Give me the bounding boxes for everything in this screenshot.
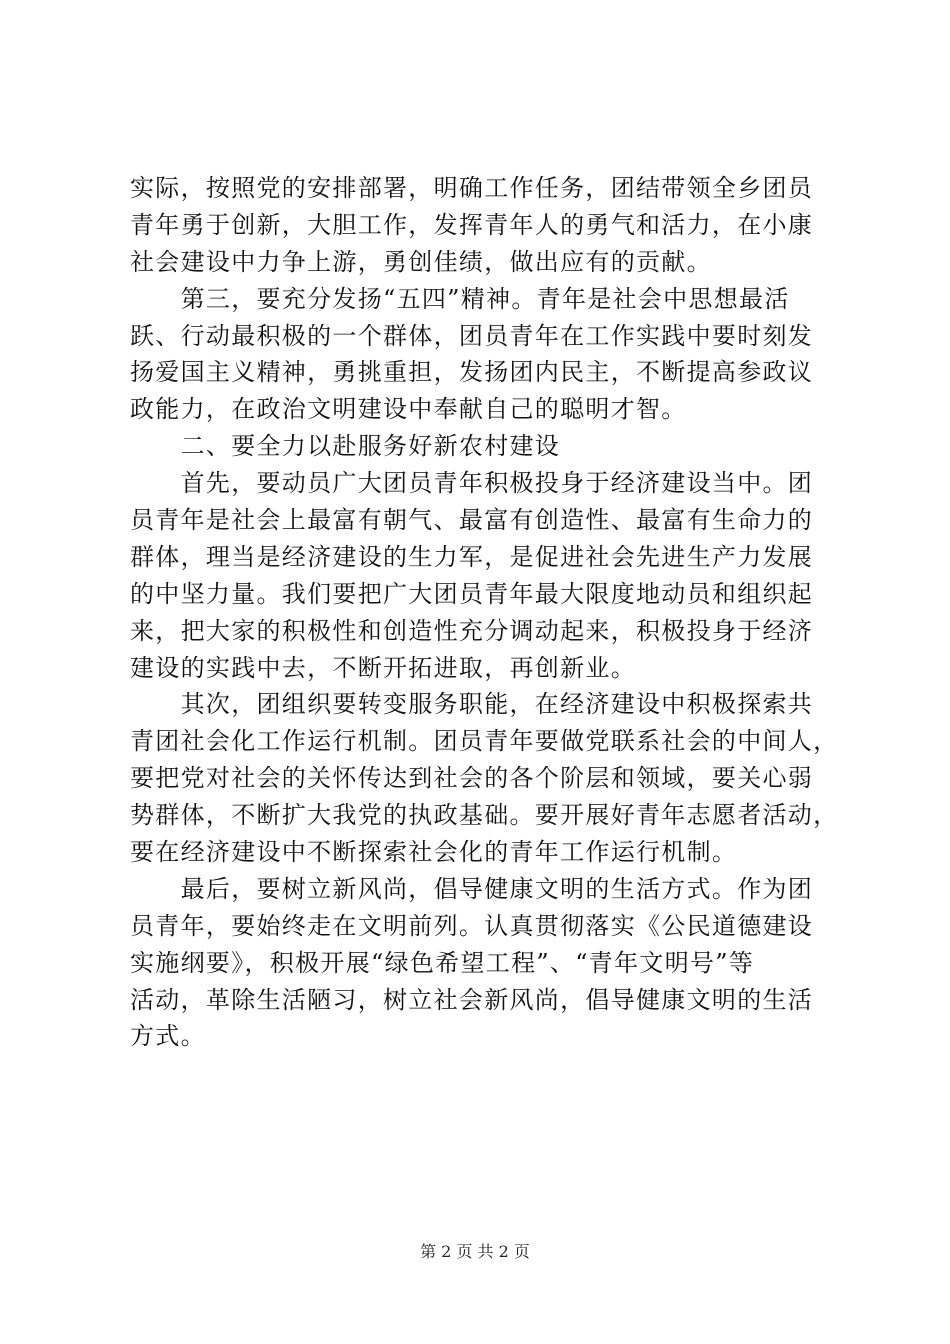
text-line: 青团社会化工作运行机制。团员青年要做党联系社会的中间人， [130,727,839,756]
text-line: 要把党对社会的关怀传达到社会的各个阶层和领域，要关心弱 [130,764,814,793]
text-line: 青年勇于创新，大胆工作，发挥青年人的勇气和活力，在小康 [130,210,814,239]
text-line: 最后，要树立新风尚，倡导健康文明的生活方式。作为团 [130,874,814,903]
section-heading: 二、要全力以赴服务好新农村建设 [130,432,561,461]
page-number-footer: 第 2 页 共 2 页 [420,1242,530,1261]
text-line: 扬爱国主义精神，勇挑重担，发扬团内民主，不断提高参政议 [130,358,814,387]
text-line: 员青年，要始终走在文明前列。认真贯彻落实《公民道德建设 [130,911,814,940]
text-line: 来，把大家的积极性和创造性充分调动起来，积极投身于经济 [130,616,814,645]
text-line: 首先，要动员广大团员青年积极投身于经济建设当中。团 [130,469,814,498]
text-line: 实施纲要》，积极开展“绿色希望工程”、“青年文明号”等 [130,948,755,977]
text-line: 其次，团组织要转变服务职能，在经济建设中积极探索共 [130,690,814,719]
text-line: 政能力，在政治文明建设中奉献自己的聪明才智。 [130,395,687,424]
text-line: 群体，理当是经济建设的生力军，是促进社会先进生产力发展 [130,542,814,571]
text-line: 活动，革除生活陋习，树立社会新风尚，倡导健康文明的生活 [130,985,814,1014]
text-line: 要在经济建设中不断探索社会化的青年工作运行机制。 [130,838,738,867]
text-line: 实际，按照党的安排部署，明确工作任务，团结带领全乡团员 [130,174,814,202]
text-line: 势群体，不断扩大我党的执政基础。要开展好青年志愿者活动， [130,801,839,830]
body-text [130,170,839,1055]
text-line: 员青年是社会上最富有朝气、最富有创造性、最富有生命力的 [130,506,814,535]
text-line: 方式。 [130,1022,206,1051]
text-line: 建设的实践中去，不断开拓进取，再创新业。 [130,653,636,682]
text-line: 社会建设中力争上游，勇创佳绩，做出应有的贡献。 [130,247,712,276]
text-line: 的中坚力量。我们要把广大团员青年最大限度地动员和组织起 [130,579,814,608]
text-line: 跃、行动最积极的一个群体，团员青年在工作实践中要时刻发 [130,321,814,350]
text-line: 第三，要充分发扬“五四”精神。青年是社会中思想最活 [130,284,790,313]
